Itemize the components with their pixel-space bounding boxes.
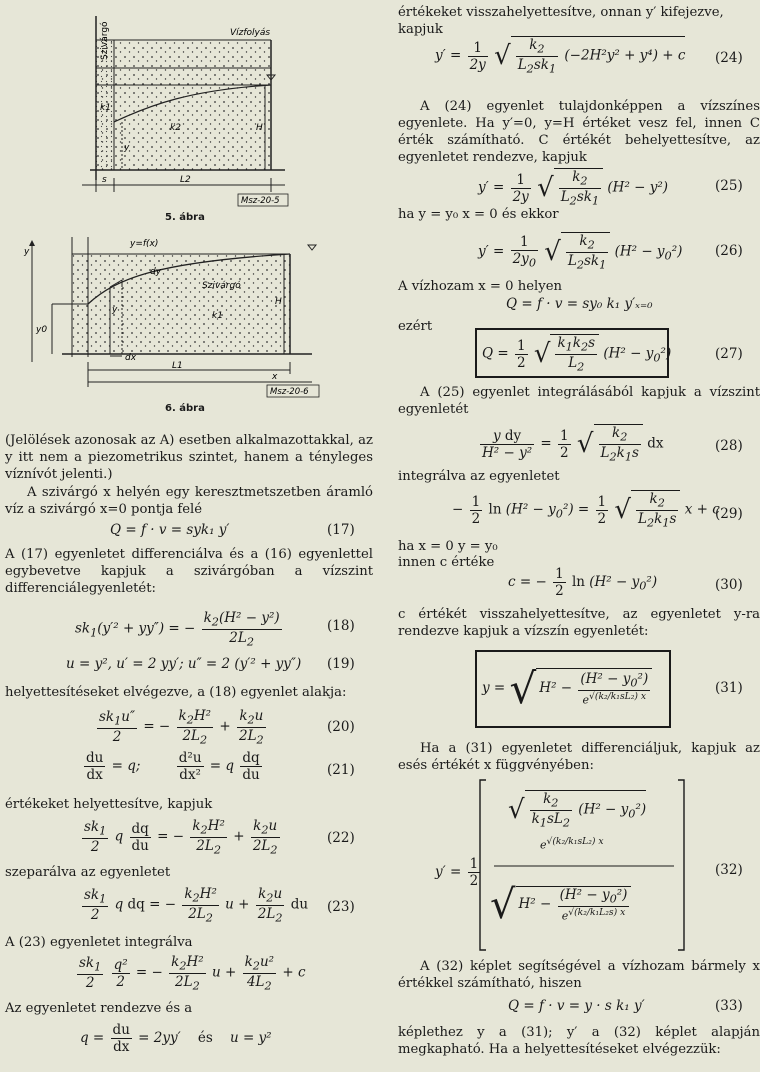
fig5-label-H: H (256, 123, 263, 133)
left-paragraph-6: szeparálva az egyenletet (5, 865, 171, 880)
equation-17: Q = f · v = syk₁ y′ (110, 522, 230, 538)
figure-5-diagram (60, 10, 300, 210)
fig5-label-k1: k1 (100, 103, 111, 113)
left-paragraph-8: Az egyenletet rendezve és a (5, 1001, 193, 1016)
eq-number-19: (19) (327, 656, 355, 672)
right-paragraph-4: A vízhozam x = 0 helyen (398, 279, 562, 294)
right-paragraph-8b: innen c értéke (398, 555, 495, 570)
fig5-label-s: s (102, 175, 107, 185)
right-paragraph-3: ha y = y₀ x = 0 és ekkor (398, 207, 559, 222)
eq-number-22: (22) (327, 830, 355, 846)
right-paragraph-11: A (32) képlet segítségével a vízhozam bármely x értékkel számítható, hiszen (398, 959, 760, 991)
eq-number-25: (25) (715, 178, 743, 194)
fig6-label-H: H (275, 297, 282, 307)
equation-q-definition: q = $\frac{du}{dx}$ = 2yy′ és u = y² (80, 1022, 272, 1055)
eq-number-27: (27) (715, 346, 743, 362)
equation-Q: Q = f · v = sy₀ k₁ y′ₓ₌₀ (506, 296, 653, 312)
equation-28: $\frac{\text{y dy}}{\text{H² − y²}}$ = $\frac{1}{2}$ √ $\frac{k_2}{L_2k_1s}$ dx (482, 425, 664, 464)
equation-27: Q = $\frac{1}{2}$ √ $\frac{k_1k_2s}{L_2}$ $(H^2 - y_0^2)$ (482, 335, 672, 374)
left-paragraph-7: A (23) egyenletet integrálva (5, 935, 193, 950)
eq-number-30: (30) (715, 577, 743, 593)
equation-25: y′ = $\frac{1}{2y}$ √ $\frac{k_2}{L_2sk_1}$ (H² − y²) (478, 169, 669, 208)
word-es: és (197, 1030, 213, 1046)
fig6-label-dy: dy (150, 267, 162, 277)
figure-6-diagram (22, 232, 322, 402)
eq-number-23: (23) (327, 899, 355, 915)
equation-19: u = y², u′ = 2 yy′; u″ = 2 (y′² + yy″) (66, 656, 302, 672)
eq-number-24: (24) (715, 50, 743, 66)
eq-number-18: (18) (327, 618, 355, 634)
equation-24: y′ = $\frac{1}{2y}$ √ $\frac{k_2}{L_2sk_1}$ (−2H²y² + y⁴) + c (435, 37, 686, 76)
figure-6-caption: 6. ábra (165, 403, 205, 414)
eq-number-21: (21) (327, 762, 355, 778)
fig5-label-k2: k2 (170, 123, 181, 133)
fig6-label-k1: k1 (212, 311, 223, 321)
equation-32-denominator: √ H² − $\frac{(H^2 - y_0^2)}{e^{√(k_2/k_1L_2s) x}}$ (490, 882, 631, 928)
left-paragraph-2: A szivárgó x helyén egy keresztmetszetben áramló víz a szivárgó x=0 pontja felé (5, 485, 373, 517)
equation-18: $sk_1(y'^2 + yy'')$ = − $\frac{k_2(H^2 - y^2)}{2L_2}$ (75, 610, 280, 649)
right-paragraph-6: A (25) egyenlet integrálásából kapjuk a vízszint egyenletét (398, 385, 760, 417)
fig6-label-L1: L1 (172, 361, 183, 371)
equation-31: y = √ H² − $\frac{(H^2 - y_0^2)}{e^{√(k_2/k_1sL_2) x}}$ (482, 664, 652, 713)
eq-number-28: (28) (715, 438, 743, 454)
fig6-label-yfx: y=f(x) (130, 239, 159, 249)
right-paragraph-9: c értékét visszahelyettesítve, az egyenletet y-ra rendezve kapjuk a vízszín egyenletét: (398, 607, 760, 639)
fig6-label-y: y (112, 305, 118, 315)
fig5-label-y: y (124, 143, 130, 153)
fig5-ref: Msz-20-5 (241, 196, 280, 206)
left-paragraph-4: helyettesítéseket elvégezve, a (18) egyenlet alakja: (5, 685, 347, 700)
left-paragraph-3: A (17) egyenletet differenciálva és a (16) egyenlettel egybevetve kapjuk a szivárgóban a vízszint differenciálegyenletét: (5, 547, 373, 596)
equation-33: Q = f · v = y · s k₁ y′ (508, 998, 645, 1014)
figure-5-caption: 5. ábra (165, 212, 205, 223)
right-paragraph-8a: ha x = 0 y = y₀ (398, 539, 498, 554)
equation-32-numerator: √ $\frac{k_2}{k_1sL_2}$ $(H^2 - y_0^2)$ (508, 791, 647, 830)
eq-number-31: (31) (715, 680, 743, 696)
eq-u: u = y² (229, 1030, 272, 1046)
equation-integrated-23: $\frac{sk_1}{2}$ $\frac{\text{q²}}{2}$ = − $\frac{k_2H^2}{2L_2}$ u + $\frac{k_2u^2}{4L_2}$ + c (79, 954, 306, 993)
equation-21: $\frac{du}{dx}$ = q; $\frac{\text{d²u}}{\text{dx²}}$ = q $\frac{dq}{du}$ (86, 750, 260, 783)
equation-26: y′ = $\frac{1}{2y_0}$ √ $\frac{k_2}{L_2sk_1}$ $(H^2 - y_0^2)$ (478, 233, 683, 272)
equation-32-lhs: y′ = $\frac{1}{2}$ (435, 856, 479, 889)
equation-22: $\frac{sk_1}{2}$ q $\frac{dq}{du}$ = − $\frac{k_2H^2}{2L_2}$ + $\frac{k_2u}{2L_2}$ (84, 818, 278, 857)
fig5-label-L2: L2 (180, 175, 191, 185)
equation-29: − $\frac{1}{2}$ $\ln (H^2 - y_0^2)$ = $\frac{1}{2}$ √ $\frac{k_2}{L_2k_1s}$ x + c (452, 491, 720, 530)
fig5-label-szivargo: Szivárgó (100, 21, 110, 60)
left-paragraph-1: (Jelölések azonosak az A) esetben alkalmazottakkal, az y itt nem a piezometrikus szintet, hanem a tényleges víznívót jelenti.) (5, 433, 373, 482)
fig6-label-yaxis: y (24, 247, 30, 257)
fig6-ref: Msz-20-6 (270, 387, 309, 397)
fig6-label-y0: y0 (36, 325, 48, 335)
eq-number-33: (33) (715, 998, 743, 1014)
eq-number-26: (26) (715, 243, 743, 259)
left-paragraph-5: értékeket helyettesítve, kapjuk (5, 797, 213, 812)
fig6-label-szivargo: Szivárgó (202, 281, 241, 291)
eq-number-17: (17) (327, 522, 355, 538)
eq-number-20: (20) (327, 719, 355, 735)
equation-20: $\frac{sk_1u''}{2}$ = − $\frac{k_2H^2}{2L_2}$ + $\frac{k_2u}{2L_2}$ (99, 708, 264, 747)
equation-23: $\frac{sk_1}{2}$ q dq = − $\frac{k_2H^2}{2L_2}$ u + $\frac{k_2u}{2L_2}$ du (84, 886, 309, 925)
fig5-label-vizfolyas: Vízfolyás (230, 28, 271, 38)
fig6-label-dx: dx (125, 353, 137, 363)
right-paragraph-7: integrálva az egyenletet (398, 469, 560, 484)
right-paragraph-1: értékeket visszahelyettesítve, onnan y′ kifejezve, kapjuk (398, 5, 724, 37)
equation-32-exp: $e^{√(k_2/k_1sL_2) x}$ (540, 836, 604, 852)
equation-30: c = − $\frac{1}{2}$ $\ln (H^2 - y_0^2)$ (508, 566, 658, 599)
right-paragraph-5: ezért (398, 319, 433, 334)
right-paragraph-12: képlethez y a (31); y′ a (32) képlet alapján megkapható. Ha a helyettesítéseket elvégezzük: (398, 1025, 760, 1057)
right-paragraph-2: A (24) egyenlet tulajdonképpen a vízszínes egyenlete. Ha y′=0, y=H értéket vesz fel, innen C érték számítható. C értékét behelyettesítve, az egyenletet rendezve, kapjuk (398, 99, 760, 165)
eq-number-29: (29) (715, 506, 743, 522)
eq-number-32: (32) (715, 862, 743, 878)
fig6-label-x: x (272, 372, 278, 382)
right-paragraph-10: Ha a (31) egyenletet differenciáljuk, kapjuk az esés értékét x függvényében: (398, 741, 760, 773)
